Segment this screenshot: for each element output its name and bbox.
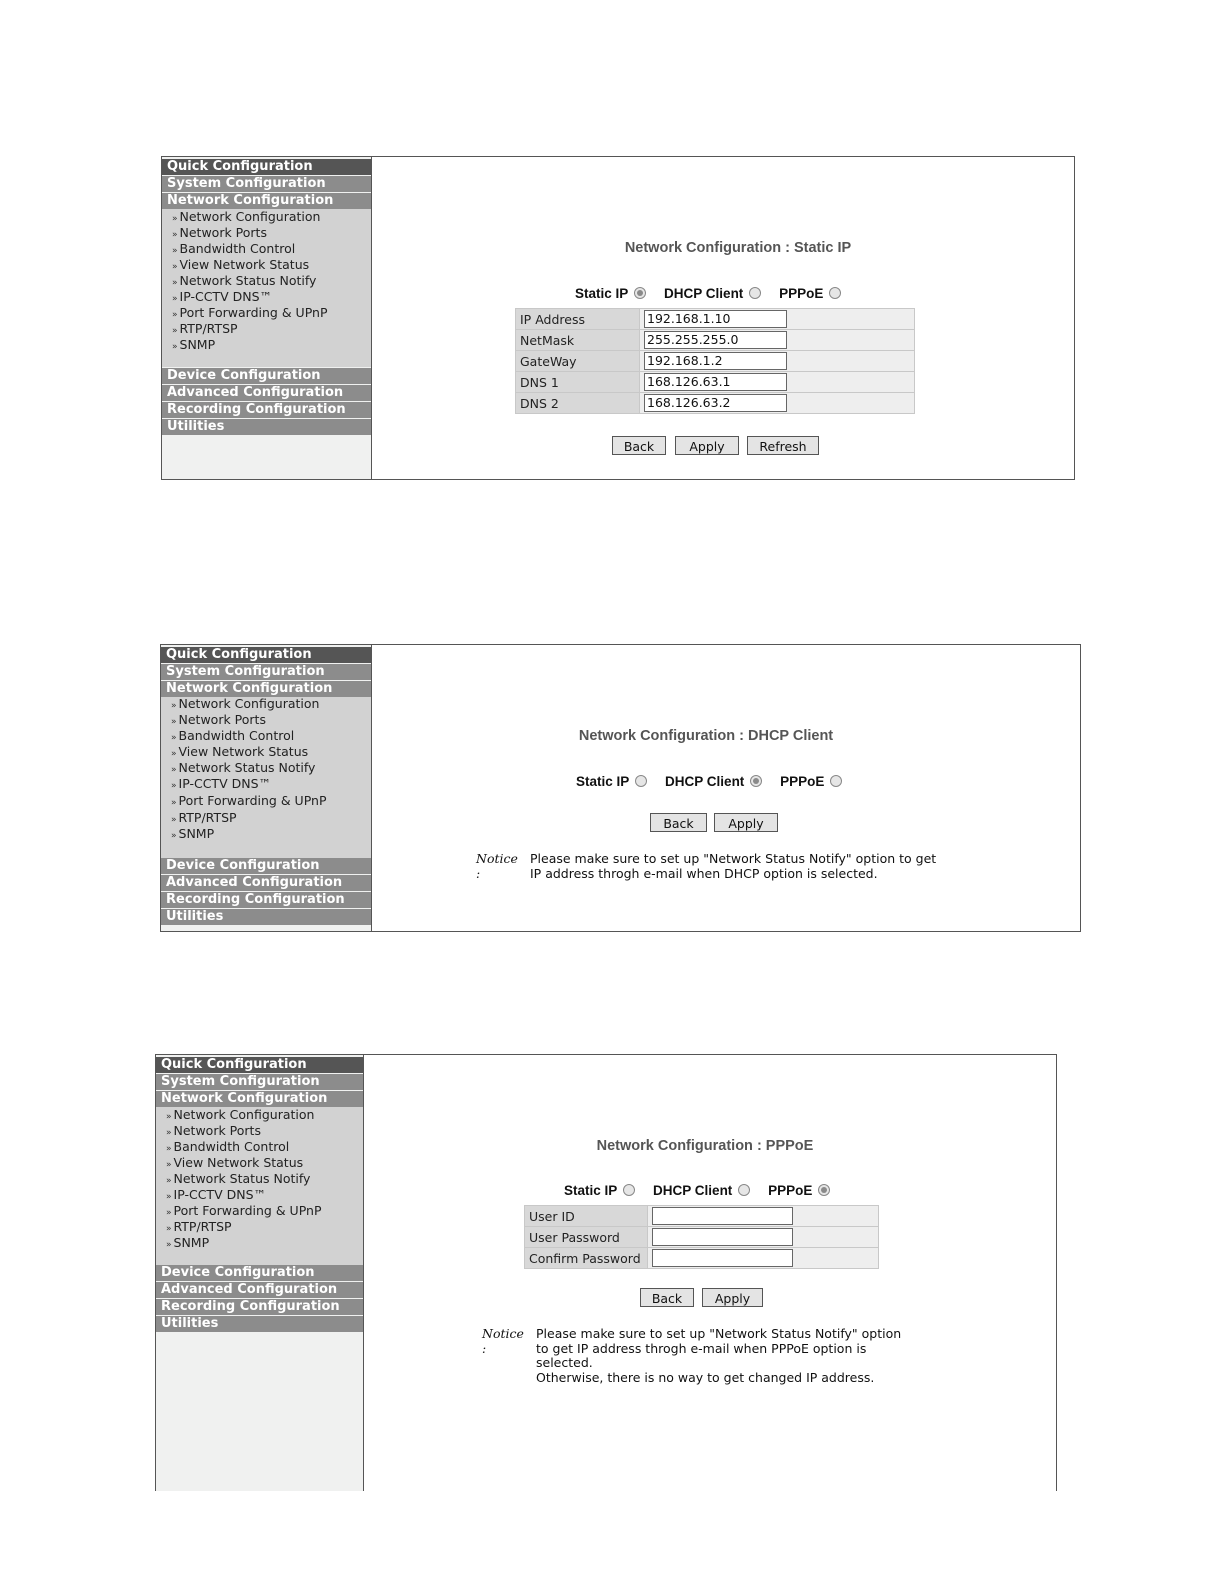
menu-recording-configuration[interactable]: Recording Configuration xyxy=(156,1299,363,1315)
submenu-label: IP-CCTV DNS™ xyxy=(178,776,272,791)
submenu-item[interactable] xyxy=(172,289,272,305)
confirm-password-input[interactable] xyxy=(652,1249,793,1267)
submenu-item[interactable] xyxy=(171,744,308,760)
menu-recording-configuration[interactable]: Recording Configuration xyxy=(162,402,371,418)
pppoe-form xyxy=(524,1205,879,1269)
static-ip-radio[interactable] xyxy=(635,775,647,787)
submenu-item[interactable] xyxy=(171,793,327,809)
double-chevron-icon: » xyxy=(171,781,176,791)
dns1-input[interactable]: 168.126.63.1 xyxy=(644,373,787,391)
double-chevron-icon: » xyxy=(172,230,177,240)
static-ip-label: Static IP xyxy=(576,774,630,789)
submenu-label: Port Forwarding & UPnP xyxy=(173,1203,322,1218)
submenu-item[interactable] xyxy=(166,1187,266,1203)
double-chevron-icon: » xyxy=(172,278,177,288)
double-chevron-icon: » xyxy=(171,701,176,711)
submenu-item[interactable] xyxy=(166,1155,303,1171)
submenu-label: Network Status Notify xyxy=(173,1171,311,1186)
apply-button[interactable]: Apply xyxy=(675,436,739,455)
apply-button[interactable]: Apply xyxy=(702,1288,763,1307)
submenu-item[interactable] xyxy=(172,257,309,273)
double-chevron-icon: » xyxy=(166,1112,171,1122)
dhcp-client-radio[interactable] xyxy=(750,775,762,787)
submenu-label: View Network Status xyxy=(173,1155,304,1170)
menu-system-configuration[interactable]: System Configuration xyxy=(162,176,371,192)
pppoe-option[interactable] xyxy=(779,286,841,301)
user-id-row xyxy=(525,1206,879,1227)
field-label: IP Address xyxy=(516,309,640,330)
dhcp-client-option[interactable] xyxy=(664,286,761,301)
pppoe-label: PPPoE xyxy=(780,774,825,789)
submenu-item[interactable] xyxy=(171,776,271,792)
main-content xyxy=(372,157,1074,479)
submenu-label: Bandwidth Control xyxy=(179,241,296,256)
submenu-label: Network Ports xyxy=(178,712,266,727)
double-chevron-icon: » xyxy=(166,1160,171,1170)
submenu-label: View Network Status xyxy=(178,744,309,759)
static-ip-radio[interactable] xyxy=(623,1184,635,1196)
submenu-label: SNMP xyxy=(173,1235,210,1250)
gateway-input[interactable]: 192.168.1.2 xyxy=(644,352,787,370)
double-chevron-icon: » xyxy=(171,798,176,808)
double-chevron-icon: » xyxy=(166,1128,171,1138)
menu-quick-configuration[interactable]: Quick Configuration xyxy=(156,1057,363,1073)
submenu-item[interactable] xyxy=(166,1139,289,1155)
submenu-label: RTP/RTSP xyxy=(178,810,237,825)
menu-advanced-configuration[interactable]: Advanced Configuration xyxy=(162,385,371,401)
menu-network-configuration[interactable]: Network Configuration xyxy=(161,681,371,697)
double-chevron-icon: » xyxy=(166,1240,171,1250)
pppoe-radio[interactable] xyxy=(829,287,841,299)
static-ip-radio[interactable] xyxy=(634,287,646,299)
dhcp-client-option[interactable] xyxy=(653,1183,750,1198)
submenu-label: Network Configuration xyxy=(178,696,320,711)
dhcp-client-radio[interactable] xyxy=(738,1184,750,1196)
submenu-item[interactable] xyxy=(166,1235,209,1251)
page-title: Network Configuration : Static IP xyxy=(624,240,852,256)
double-chevron-icon: » xyxy=(166,1208,171,1218)
submenu-label: Network Configuration xyxy=(173,1107,315,1122)
confirm-password-row xyxy=(525,1248,879,1269)
notice-text xyxy=(530,852,936,881)
dhcp-client-label: DHCP Client xyxy=(653,1183,733,1198)
mode-selector xyxy=(576,774,856,789)
notice-line: Otherwise, there is no way to get changed IP address. xyxy=(536,1369,875,1385)
menu-utilities[interactable]: Utilities xyxy=(156,1316,363,1332)
menu-device-configuration[interactable]: Device Configuration xyxy=(156,1265,363,1281)
netmask-input[interactable]: 255.255.255.0 xyxy=(644,331,787,349)
double-chevron-icon: » xyxy=(172,262,177,272)
submenu-item[interactable] xyxy=(171,810,237,826)
submenu-item[interactable] xyxy=(171,712,266,728)
dhcp-client-label: DHCP Client xyxy=(665,774,745,789)
submenu-item[interactable] xyxy=(166,1171,310,1187)
submenu-label: Network Configuration xyxy=(179,209,321,224)
submenu-item[interactable] xyxy=(172,273,316,289)
back-button[interactable]: Back xyxy=(640,1288,694,1307)
page-title: Network Configuration : PPPoE xyxy=(596,1138,814,1154)
mode-selector xyxy=(575,286,855,301)
sidebar xyxy=(161,645,372,931)
pppoe-option[interactable] xyxy=(780,774,842,789)
menu-device-configuration[interactable]: Device Configuration xyxy=(162,368,371,384)
back-button[interactable]: Back xyxy=(612,436,666,455)
submenu-label: Network Ports xyxy=(179,225,267,240)
sidebar xyxy=(156,1055,364,1491)
pppoe-label: PPPoE xyxy=(768,1183,813,1198)
submenu-label: Bandwidth Control xyxy=(173,1139,290,1154)
menu-advanced-configuration[interactable]: Advanced Configuration xyxy=(156,1282,363,1298)
double-chevron-icon: » xyxy=(171,733,176,743)
submenu-item[interactable] xyxy=(171,728,294,744)
dhcp-client-option[interactable] xyxy=(665,774,762,789)
submenu-label: Network Status Notify xyxy=(178,760,316,775)
dhcp-client-label: DHCP Client xyxy=(664,286,744,301)
submenu-label: Bandwidth Control xyxy=(178,728,295,743)
menu-utilities[interactable]: Utilities xyxy=(161,909,371,925)
double-chevron-icon: » xyxy=(172,214,177,224)
ip-address-input[interactable]: 192.168.1.10 xyxy=(644,310,787,328)
static-ip-option[interactable] xyxy=(576,774,647,789)
user-password-input[interactable] xyxy=(652,1228,793,1246)
menu-network-configuration[interactable]: Network Configuration xyxy=(156,1091,363,1107)
notice-label: Notice : xyxy=(476,851,518,881)
submenu-item[interactable] xyxy=(172,321,238,337)
submenu-item[interactable] xyxy=(171,760,315,776)
notice-line: Please make sure to set up "Network Status Notify" option xyxy=(536,1326,902,1341)
submenu-label: IP-CCTV DNS™ xyxy=(173,1187,267,1202)
double-chevron-icon: » xyxy=(166,1224,171,1234)
field-label: GateWay xyxy=(516,351,640,372)
pppoe-radio[interactable] xyxy=(818,1184,830,1196)
double-chevron-icon: » xyxy=(172,246,177,256)
submenu-item[interactable] xyxy=(171,826,214,842)
notice-line: to get IP address throgh e-mail when PPPoE option is xyxy=(536,1340,867,1356)
menu-quick-configuration[interactable]: Quick Configuration xyxy=(161,647,371,663)
pppoe-radio[interactable] xyxy=(830,775,842,787)
static-ip-form xyxy=(515,308,915,414)
menu-system-configuration[interactable]: System Configuration xyxy=(156,1074,363,1090)
submenu-label: SNMP xyxy=(178,826,215,841)
pppoe-label: PPPoE xyxy=(779,286,824,301)
field-label: NetMask xyxy=(516,330,640,351)
dhcp-client-panel xyxy=(160,644,1081,932)
back-button[interactable]: Back xyxy=(650,813,707,832)
pppoe-panel xyxy=(155,1054,1057,1491)
dns2-row xyxy=(516,393,915,414)
double-chevron-icon: » xyxy=(172,294,177,304)
submenu-item[interactable] xyxy=(166,1203,322,1219)
field-label: DNS 1 xyxy=(516,372,640,393)
mode-selector xyxy=(564,1183,844,1198)
field-label: User ID xyxy=(525,1206,648,1227)
submenu-label: Port Forwarding & UPnP xyxy=(178,793,327,808)
gateway-row xyxy=(516,351,915,372)
submenu-label: Network Ports xyxy=(173,1123,261,1138)
submenu-item[interactable] xyxy=(166,1219,232,1235)
sidebar xyxy=(162,157,372,479)
notice-line: Please make sure to set up "Network Status Notify" option to get xyxy=(530,851,937,866)
notice-line: selected. xyxy=(536,1355,593,1370)
submenu-label: RTP/RTSP xyxy=(173,1219,232,1234)
field-label: User Password xyxy=(525,1227,648,1248)
field-label: DNS 2 xyxy=(516,393,640,414)
refresh-button[interactable]: Refresh xyxy=(747,436,819,455)
submenu-label: View Network Status xyxy=(179,257,310,272)
submenu-item[interactable] xyxy=(166,1107,314,1123)
double-chevron-icon: » xyxy=(172,326,177,336)
double-chevron-icon: » xyxy=(166,1192,171,1202)
static-ip-option[interactable] xyxy=(575,286,646,301)
menu-advanced-configuration[interactable]: Advanced Configuration xyxy=(161,875,371,891)
double-chevron-icon: » xyxy=(172,310,177,320)
ip-address-row xyxy=(516,309,915,330)
menu-utilities[interactable]: Utilities xyxy=(162,419,371,435)
netmask-row xyxy=(516,330,915,351)
double-chevron-icon: » xyxy=(171,717,176,727)
static-ip-option[interactable] xyxy=(564,1183,635,1198)
menu-quick-configuration[interactable]: Quick Configuration xyxy=(162,159,371,175)
notice-label: Notice : xyxy=(482,1326,524,1356)
submenu-item[interactable] xyxy=(172,225,267,241)
double-chevron-icon: » xyxy=(166,1176,171,1186)
static-ip-panel xyxy=(161,156,1075,480)
user-id-input[interactable] xyxy=(652,1207,793,1225)
double-chevron-icon: » xyxy=(166,1144,171,1154)
submenu-item[interactable] xyxy=(172,241,295,257)
double-chevron-icon: » xyxy=(172,342,177,352)
double-chevron-icon: » xyxy=(171,815,176,825)
dhcp-client-radio[interactable] xyxy=(749,287,761,299)
double-chevron-icon: » xyxy=(171,749,176,759)
menu-recording-configuration[interactable]: Recording Configuration xyxy=(161,892,371,908)
page-title: Network Configuration : DHCP Client xyxy=(578,728,834,744)
static-ip-label: Static IP xyxy=(564,1183,618,1198)
notice-line: IP address throgh e-mail when DHCP option is selected. xyxy=(530,865,878,881)
main-content xyxy=(364,1055,1056,1491)
apply-button[interactable]: Apply xyxy=(714,813,778,832)
submenu-item[interactable] xyxy=(171,696,319,712)
submenu-item[interactable] xyxy=(172,305,328,321)
static-ip-label: Static IP xyxy=(575,286,629,301)
submenu-item[interactable] xyxy=(172,209,320,225)
menu-device-configuration[interactable]: Device Configuration xyxy=(161,858,371,874)
submenu-label: SNMP xyxy=(179,337,216,352)
submenu-item[interactable] xyxy=(172,337,215,353)
user-password-row xyxy=(525,1227,879,1248)
submenu-item[interactable] xyxy=(166,1123,261,1139)
double-chevron-icon: » xyxy=(171,831,176,841)
dns2-input[interactable]: 168.126.63.2 xyxy=(644,394,787,412)
menu-system-configuration[interactable]: System Configuration xyxy=(161,664,371,680)
pppoe-option[interactable] xyxy=(768,1183,830,1198)
main-content xyxy=(372,645,1080,931)
submenu-label: Port Forwarding & UPnP xyxy=(179,305,328,320)
field-label: Confirm Password xyxy=(525,1248,648,1269)
submenu-label: Network Status Notify xyxy=(179,273,317,288)
menu-network-configuration[interactable]: Network Configuration xyxy=(162,193,371,209)
submenu-label: RTP/RTSP xyxy=(179,321,238,336)
notice-text xyxy=(536,1327,901,1385)
submenu-label: IP-CCTV DNS™ xyxy=(179,289,273,304)
dns1-row xyxy=(516,372,915,393)
double-chevron-icon: » xyxy=(171,765,176,775)
